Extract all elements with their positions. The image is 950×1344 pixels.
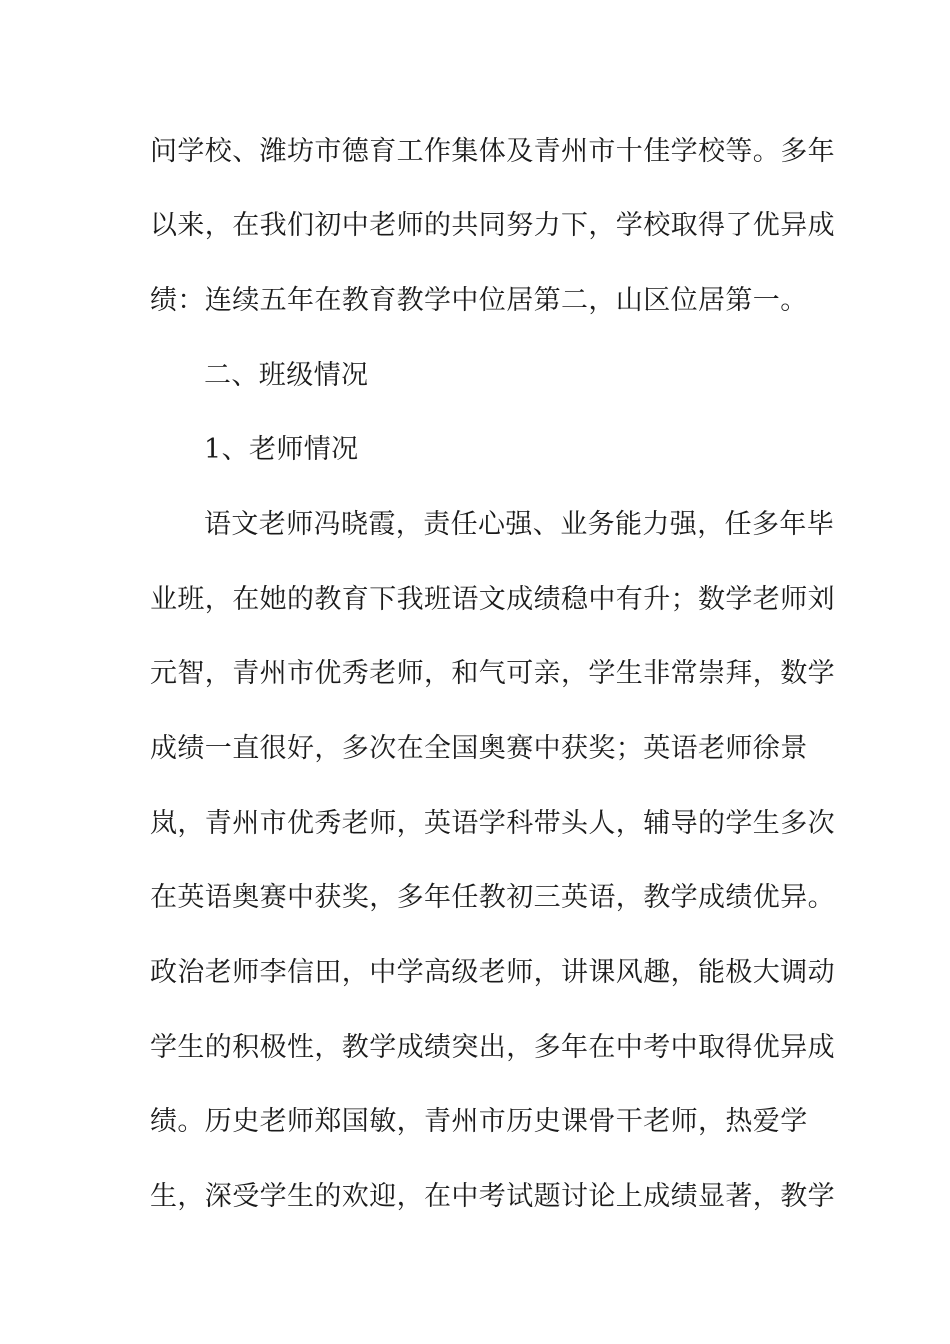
- section-heading: 二、班级情况: [204, 360, 369, 391]
- paragraph-line: 绩：连续五年在教育教学中位居第二，山区位居第一。: [150, 285, 808, 316]
- paragraph-line: 语文老师冯晓霞，责任心强、业务能力强，任多年毕: [204, 509, 835, 540]
- paragraph-line: 元智，青州市优秀老师，和气可亲，学生非常崇拜，数学: [150, 658, 835, 689]
- paragraph-line: 业班，在她的教育下我班语文成绩稳中有升；数学老师刘: [150, 584, 835, 615]
- paragraph-line: 政治老师李信田，中学高级老师，讲课风趣，能极大调动: [150, 957, 835, 988]
- paragraph-line: 成绩一直很好，多次在全国奥赛中获奖；英语老师徐景: [150, 733, 808, 764]
- paragraph-line: 问学校、潍坊市德育工作集体及青州市十佳学校等。多年: [150, 136, 835, 167]
- paragraph-line: 以来，在我们初中老师的共同努力下，学校取得了优异成: [150, 210, 835, 241]
- paragraph-line: 在英语奥赛中获奖，多年任教初三英语，教学成绩优异。: [150, 882, 835, 913]
- paragraph-line: 学生的积极性，教学成绩突出，多年在中考中取得优异成: [150, 1032, 835, 1063]
- paragraph-line: 岚，青州市优秀老师，英语学科带头人，辅导的学生多次: [150, 808, 835, 839]
- subsection-heading: 1、老师情况: [204, 434, 359, 465]
- paragraph-line: 生，深受学生的欢迎，在中考试题讨论上成绩显著，教学: [150, 1181, 835, 1212]
- paragraph-line: 绩。历史老师郑国敏，青州市历史课骨干老师，热爱学: [150, 1106, 808, 1137]
